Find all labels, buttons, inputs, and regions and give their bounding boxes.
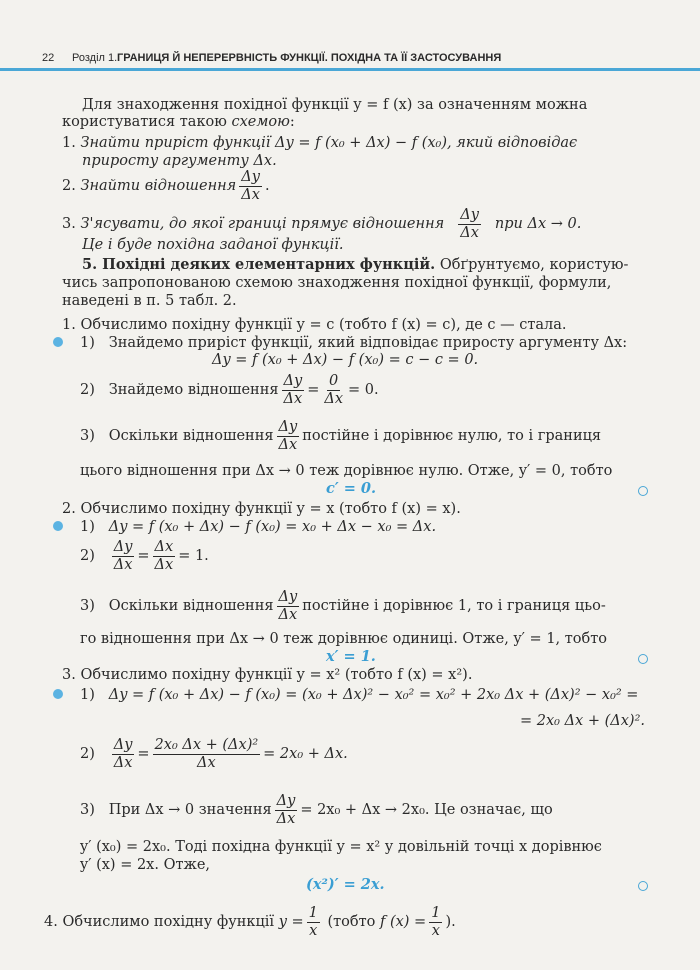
- section-label: Розділ 1.: [72, 52, 118, 64]
- example-2-step-3-cont: го відношення при Δx → 0 теж дорівнює одиниці. Отже, y′ = 1, тобто: [80, 631, 607, 647]
- section-5-line-2: чись запропонованою схемою знаходження похідної функції, формули,: [62, 275, 612, 291]
- example-3-step-3-cont-2: y′ (x) = 2x. Отже,: [80, 857, 211, 873]
- example-1-step-3-cont: цього відношення при Δx → 0 теж дорівнює нулю. Отже, y′ = 0, тобто: [80, 463, 613, 479]
- example-1-step-1-formula: Δy = f (x₀ + Δx) − f (x₀) = c − c = 0.: [212, 352, 479, 368]
- section-5-line-3: наведені в п. 5 табл. 2.: [62, 293, 237, 309]
- intro-line-2: користуватися такою схемою:: [62, 114, 295, 130]
- scheme-step-1-cont: приросту аргументу Δx.: [82, 153, 277, 169]
- example-1-step-3: 3) Оскільки відношення $\frac{\Delta y}{\Delta x}$ постійне і дорівнює нулю, то і границя: [80, 418, 602, 453]
- example-1-step-2: 2) Знайдемо відношення $\frac{\Delta y}{\Delta x}$ = $\frac{0}{\Delta x}$ = 0.: [80, 372, 379, 407]
- example-1-title: 1. Обчислимо похідну функції y = c (тобто f (x) = c), де c — стала.: [62, 317, 567, 333]
- example-3-step-1-formula-2: = 2x₀ Δx + (Δx)².: [520, 713, 645, 729]
- fraction-dy-dx: $\frac{\Delta y}{\Delta x}$: [241, 168, 260, 203]
- page-number: 22: [42, 52, 55, 64]
- example-3-step-3-cont: y′ (x₀) = 2x₀. Тоді похідна функції y = x² у довільній точці x дорівнює: [80, 839, 602, 855]
- example-2-title: 2. Обчислимо похідну функції y = x (тобто f (x) = x).: [62, 501, 461, 517]
- end-marker-icon: [638, 654, 648, 664]
- example-3-result: (x²)′ = 2x.: [306, 876, 385, 893]
- chapter-title: ГРАНИЦЯ Й НЕПЕРЕРВНІСТЬ ФУНКЦІЇ. ПОХІДНА ТА ЇЇ ЗАСТОСУВАННЯ: [117, 52, 502, 64]
- step-marker-icon: [53, 689, 63, 699]
- example-2-step-3: 3) Оскільки відношення $\frac{\Delta y}{\Delta x}$ постійне і дорівнює 1, то і границя цьо-: [80, 588, 606, 623]
- example-3-title: 3. Обчислимо похідну функції y = x² (тобто f (x) = x²).: [62, 667, 473, 683]
- fraction-dy-dx: $\frac{\Delta y}{\Delta x}$: [460, 206, 479, 241]
- example-4-title: 4. Обчислимо похідну функції y = $\frac{1}{x}$ (тобто f (x) = $\frac{1}{x}$ ).: [44, 904, 456, 939]
- step-marker-icon: [53, 337, 63, 347]
- end-marker-icon: [638, 881, 648, 891]
- scheme-step-1: 1. Знайти приріст функції Δy = f (x₀ + Δx) − f (x₀), який відповідає: [62, 135, 578, 151]
- example-3-step-2: 2) $\frac{\Delta y}{\Delta x}$ = $\frac{\text{2x₀ Δx + (Δx)²}}{\Delta x}$ = 2x₀ + Δx.: [80, 736, 348, 771]
- example-2-result: x′ = 1.: [326, 648, 376, 665]
- example-2-step-1: 1) Δy = f (x₀ + Δx) − f (x₀) = x₀ + Δx − x₀ = Δx.: [80, 519, 437, 535]
- header-rule: [0, 68, 700, 71]
- step-marker-icon: [53, 521, 63, 531]
- scheme-step-3: 3. З'ясувати, до якої границі прямує відношення $\frac{\Delta y}{\Delta x}$ при Δx → 0.: [62, 206, 582, 241]
- scheme-step-2: 2. Знайти відношення $\frac{\Delta y}{\Delta x}$ .: [62, 168, 270, 203]
- example-1-result: c′ = 0.: [326, 480, 377, 497]
- intro-line-1: Для знаходження похідної функції y = f (x) за означенням можна: [82, 97, 588, 113]
- page-header: [0, 48, 700, 68]
- section-5-line-1: 5. Похідні деяких елементарних функцій. Обґрунтуємо, користую-: [82, 256, 629, 273]
- example-2-step-2: 2) $\frac{\Delta y}{\Delta x}$ = $\frac{\Delta x}{\Delta x}$ = 1.: [80, 538, 209, 573]
- scheme-step-3-cont: Це і буде похідна заданої функції.: [82, 237, 344, 253]
- example-1-step-1: 1) Знайдемо приріст функції, який відповідає приросту аргументу Δx:: [80, 335, 628, 351]
- example-3-step-3: 3) При Δx → 0 значення $\frac{\Delta y}{\Delta x}$ = 2x₀ + Δx → 2x₀. Це означає, що: [80, 792, 553, 827]
- end-marker-icon: [638, 486, 648, 496]
- example-3-step-1: 1) Δy = f (x₀ + Δx) − f (x₀) = (x₀ + Δx)² − x₀² = x₀² + 2x₀ Δx + (Δx)² − x₀² =: [80, 687, 639, 703]
